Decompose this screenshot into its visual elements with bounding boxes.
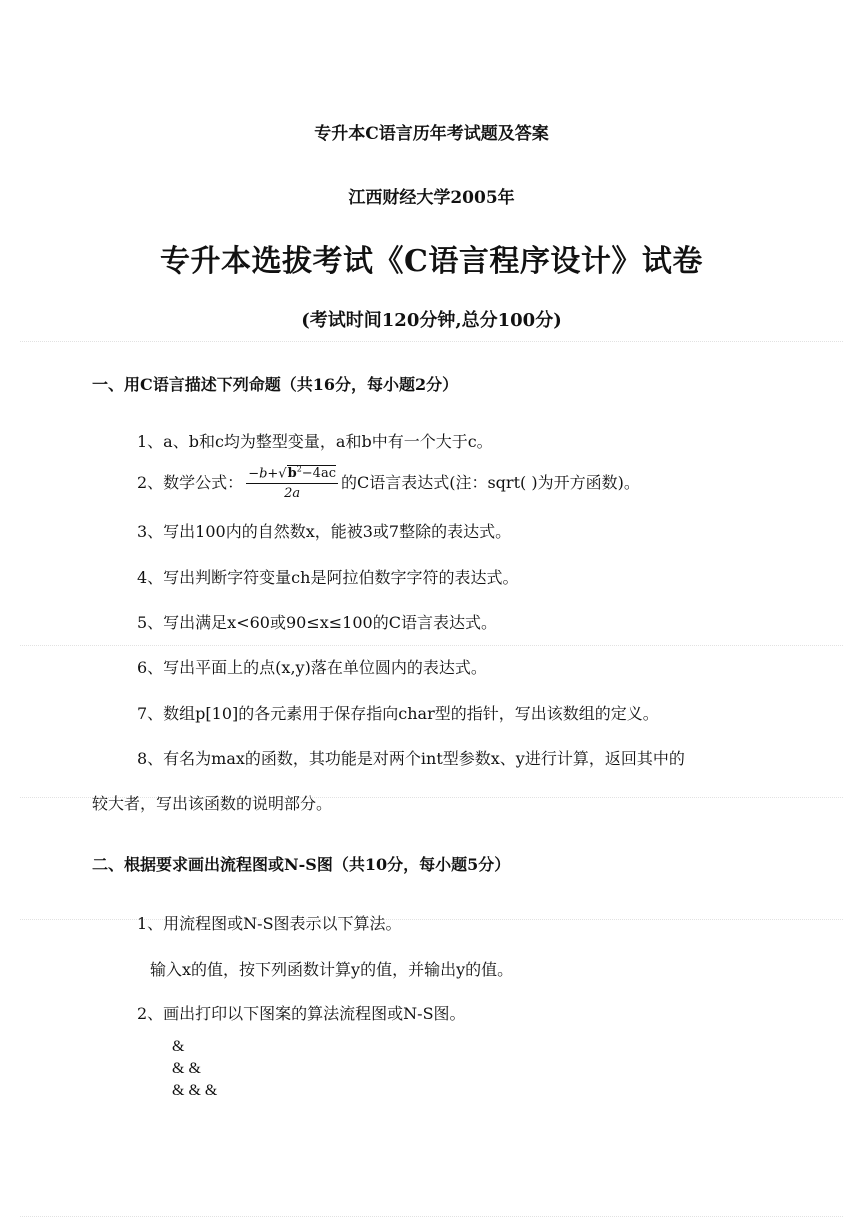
question-1-7: 7、数组p[10]的各元素用于保存指向char型的指针，写出该数组的定义。 (137, 704, 659, 723)
question-2-1: 1、用流程图或N-S图表示以下算法。 (137, 914, 402, 933)
question-2-2: 2、画出打印以下图案的算法流程图或N-S图。 (137, 1004, 466, 1023)
formula-b: b (287, 466, 297, 482)
pattern-row-3: & & & (172, 1082, 218, 1099)
document-title: 专升本C语言历年考试题及答案 (314, 124, 549, 144)
question-1-1: 1、a、b和c均为整型变量，a和b中有一个大于c。 (137, 432, 493, 451)
section2-heading: 二、根据要求画出流程图或N-S图（共10分，每小题5分） (92, 855, 511, 874)
pattern-row-2: & & (172, 1060, 201, 1077)
question-1-6: 6、写出平面上的点(x,y)落在单位圆内的表达式。 (137, 658, 487, 677)
dotted-divider (20, 645, 843, 646)
radical-sign: √ (278, 466, 287, 482)
pattern-row-1: & (172, 1038, 185, 1055)
dotted-divider (20, 1216, 843, 1217)
question-1-8: 8、有名为max的函数，其功能是对两个int型参数x、y进行计算，返回其中的 (137, 749, 685, 768)
question-1-4: 4、写出判断字符变量ch是阿拉伯数字字符的表达式。 (137, 568, 519, 587)
exam-title: 专升本选拔考试《C语言程序设计》试卷 (160, 244, 703, 279)
question-2-1-detail: 输入x的值，按下列函数计算y的值，并输出y的值。 (150, 960, 514, 979)
formula-neg-b: −b+ (248, 466, 279, 482)
question-1-2 (137, 465, 640, 502)
section1-heading: 一、用C语言描述下列命题（共16分，每小题2分） (92, 375, 459, 394)
question-1-2-prefix: 2、数学公式： (137, 472, 244, 492)
question-1-2-suffix: 的C语言表达式(注：sqrt( )为开方函数)。 (340, 472, 640, 492)
formula-denominator: 2a (284, 485, 301, 501)
dotted-divider (20, 341, 843, 342)
university-year: 江西财经大学2005年 (348, 188, 515, 208)
question-1-8-continued: 较大者，写出该函数的说明部分。 (92, 794, 333, 813)
math-formula (246, 465, 338, 502)
formula-4ac: −4ac (301, 466, 336, 482)
question-1-3: 3、写出100内的自然数x，能被3或7整除的表达式。 (137, 522, 512, 541)
exam-info: (考试时间120分钟,总分100分) (301, 310, 562, 331)
question-1-5: 5、写出满足x<60或90≤x≤100的C语言表达式。 (137, 613, 497, 632)
formula-exponent: 2 (296, 465, 302, 474)
